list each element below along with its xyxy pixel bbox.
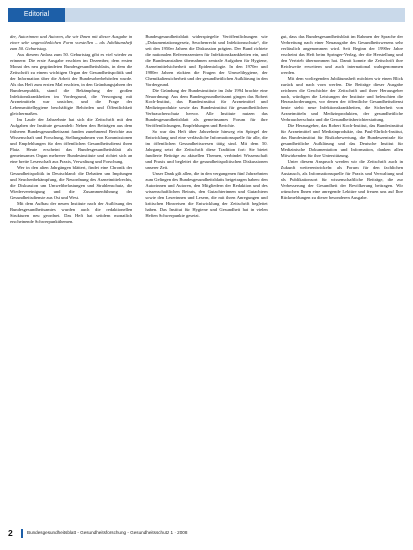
paragraph: Wer in den alten Jahrgängen blättert, findet eine Chronik der Gesundheitspolitik in Deutschland: die Debatten um Impfungen und Seuchenbekämpfung, die Neuordnung des Arzneimittelrechts, die Diskussion um Umweltbelastungen und Strahlenschutz, die Wiedervereinigung und die Zusammenführung der Gesundheitsdienste aus Ost und West. [10,164,133,200]
text-columns [10,34,403,520]
journal-citation: Bundesgesundheitsblatt - Gesundheitsforschung - Gesundheitsschutz 1 · 2008 [27,530,188,535]
paragraph: gut, dass das Bundesgesundheitsblatt im Rahmen der Sprache der Verbreitung nach einer Neuausgabe des Gesundheitswesens sehr verlässlich angenommen wird. Seit Beginn der 1990er Jahre erscheint das Heft beim Springer-Verlag, der die Herstellung und den Vertrieb übernommen hat. Damit konnte die Zeitschrift ihre Reichweite erweitern und auch international wahrgenommen werden. [280,34,403,75]
page-number: 2 [8,528,13,538]
paragraph: Die Gründung der Bundesinstitute im Jahr 1994 brachte eine Neuordnung: Aus dem Bundesgesundheitsamt gingen das Robert Koch-Institut, das Bundesinstitut für Arzneimittel und Medizinprodukte sowie das Bundesinstitut für gesundheitlichen Verbraucherschutz hervor. Alle Institute nutzen das Bundesgesundheitsblatt als gemeinsames Forum für ihre Veröffentlichungen, Empfehlungen und Berichte. [145,87,268,129]
paragraph: Mit dem Aufbau der neuen Institute nach der Auflösung des Bundesgesundheitsamtes wurden auch die redaktionellen Strukturen neu geordnet. Das Heft hat seitdem monatlich erscheinende Schwerpunktthemen. [10,200,133,224]
paragraph: So war das Heft über Jahrzehnte hinweg ein Spiegel der Entwicklung und eine verlässliche Informationsquelle für alle, die im öffentlichen Gesundheitswesen tätig sind. Mit dem 50. Jahrgang setzt die Zeitschrift diese Tradition fort: Sie bietet fundierte Beiträge zu aktuellen Themen, verbindet Wissenschaft und Praxis und begleitet die gesundheitspolitischen Diskussionen unserer Zeit. [145,129,268,170]
text-column-1 [10,34,132,520]
paragraph: Mit dem vorliegenden Jubiläumsheft möchten wir einen Blick zurück und nach vorn werfen. Die Beiträge dieser Ausgabe zeichnen die Geschichte der Zeitschrift und ihrer Herausgeber nach, würdigen die Leistungen der Institute und beleuchten die Herausforderungen, vor denen der öffentliche Gesundheitsdienst heute steht: neue Infektionskrankheiten, die Sicherheit von Arzneimitteln und Medizinprodukten, der gesundheitliche Verbraucherschutz und die Gesundheitsberichterstattung. [280,75,403,123]
text-column-2 [145,34,267,520]
paragraph: Bundesgesundheitsblatt widerspiegelte Veröffentlichungen wie „Dokumentationsgesetz, Seuchenrecht und Infektionsschutz“, die seit den 1950er Jahren die Diskussion prägten. Der Bund richtete die nationalen Referenzzentren für Infektionskrankheiten ein, und die Bundesanstalten übernahmen zentrale Aufgaben für Hygiene, Arzneimittelsicherheit und Epidemiologie. In den 1970er und 1980er Jahren rückten die Fragen der Umwelthygiene, der Chemikaliensicherheit und der gesundheitlichen Aufklärung in den Vordergrund. [145,34,268,87]
section-label: Editorial [8,8,65,22]
paragraph: der, Autorinnen und Autoren, die wir Ihnen mit dieser Ausgabe in einer sehr ungewöhnlichen Form vorstellen – als Jubiläumsheft zum 50. Geburtstag. [10,34,133,51]
paragraph: Im Laufe der Jahrzehnte hat sich die Zeitschrift mit den Aufgaben der Institute gewandelt: Neben den Beiträgen aus dem früheren Bundesgesundheitsamt fanden zunehmend Berichte aus Wissenschaft und Forschung, Stellungnahmen von Kommissionen und Empfehlungen für den öffentlichen Gesundheitsdienst ihren Platz. Heute erscheint das Bundesgesundheitsblatt als gemeinsames Organ mehrerer Bundesinstitute und richtet sich an eine breite Leserschaft aus Praxis, Verwaltung und Forschung. [10,117,133,165]
paragraph: Aus diesem Anlass zum 50. Geburtstag gibt es viel wieder zu erinnern: Die erste Ausgabe erschien im Dezember, dem ersten Monat des neu gegründeten Bundesgesundheitsblatts, in dem die Zeitschrift zu einem wichtigen Organ der Gesundheitspolitik und der Information über die Arbeit der Bundesoberbehörden wurde. Als das Heft zum ersten Mal erschien, in den Gründungsjahren der Bundesrepublik, stand die Bekämpfung der großen Infektionskrankheiten im Vordergrund, die Versorgung mit Arzneimitteln war unsicher, und die Frage der Lebensmittelhygiene beschäftigte Behörden und Öffentlichkeit gleichermaßen. [10,51,133,117]
paragraph: Unser Dank gilt allen, die in den vergangenen fünf Jahrzehnten zum Gelingen des Bundesgesundheitsblatts beigetragen haben: den Autorinnen und Autoren, den Mitgliedern der Redaktion und des wissenschaftlichen Beirats, den Gutachterinnen und Gutachtern sowie den Leserinnen und Lesern, die mit ihren Anregungen und kritischen Hinweisen die Entwicklung der Zeitschrift begleitet haben. Das Institut für Hygiene und Gesundheit hat in vielen Heften Schwerpunkte gesetzt. [145,170,268,218]
paragraph: Die Herausgeber, das Robert Koch-Institut, das Bundesinstitut für Arzneimittel und Medizinprodukte, das Paul-Ehrlich-Institut, das Bundesinstitut für Risikobewertung, die Bundeszentrale für gesundheitliche Aufklärung und das Deutsche Institut für Medizinische Dokumentation und Information, danken allen Mitwirkenden für ihre Unterstützung. [280,123,403,159]
paragraph: Unter diesem Anspruch werden wir die Zeitschrift auch in Zukunft weiterentwickeln: als Forum für den fachlichen Austausch, als Informationsquelle für Praxis und Verwaltung und als Publikationsort für wissenschaftliche Beiträge, die zur Verbesserung der Gesundheit der Bevölkerung beitragen. Wir wünschen Ihnen eine anregende Lektüre und freuen uns auf Ihre Rückmeldungen zu dieser besonderen Ausgabe. [280,159,403,200]
text-column-3 [281,34,403,520]
page-footer [8,528,405,538]
header-bar [8,8,405,22]
footer-divider [21,529,23,538]
